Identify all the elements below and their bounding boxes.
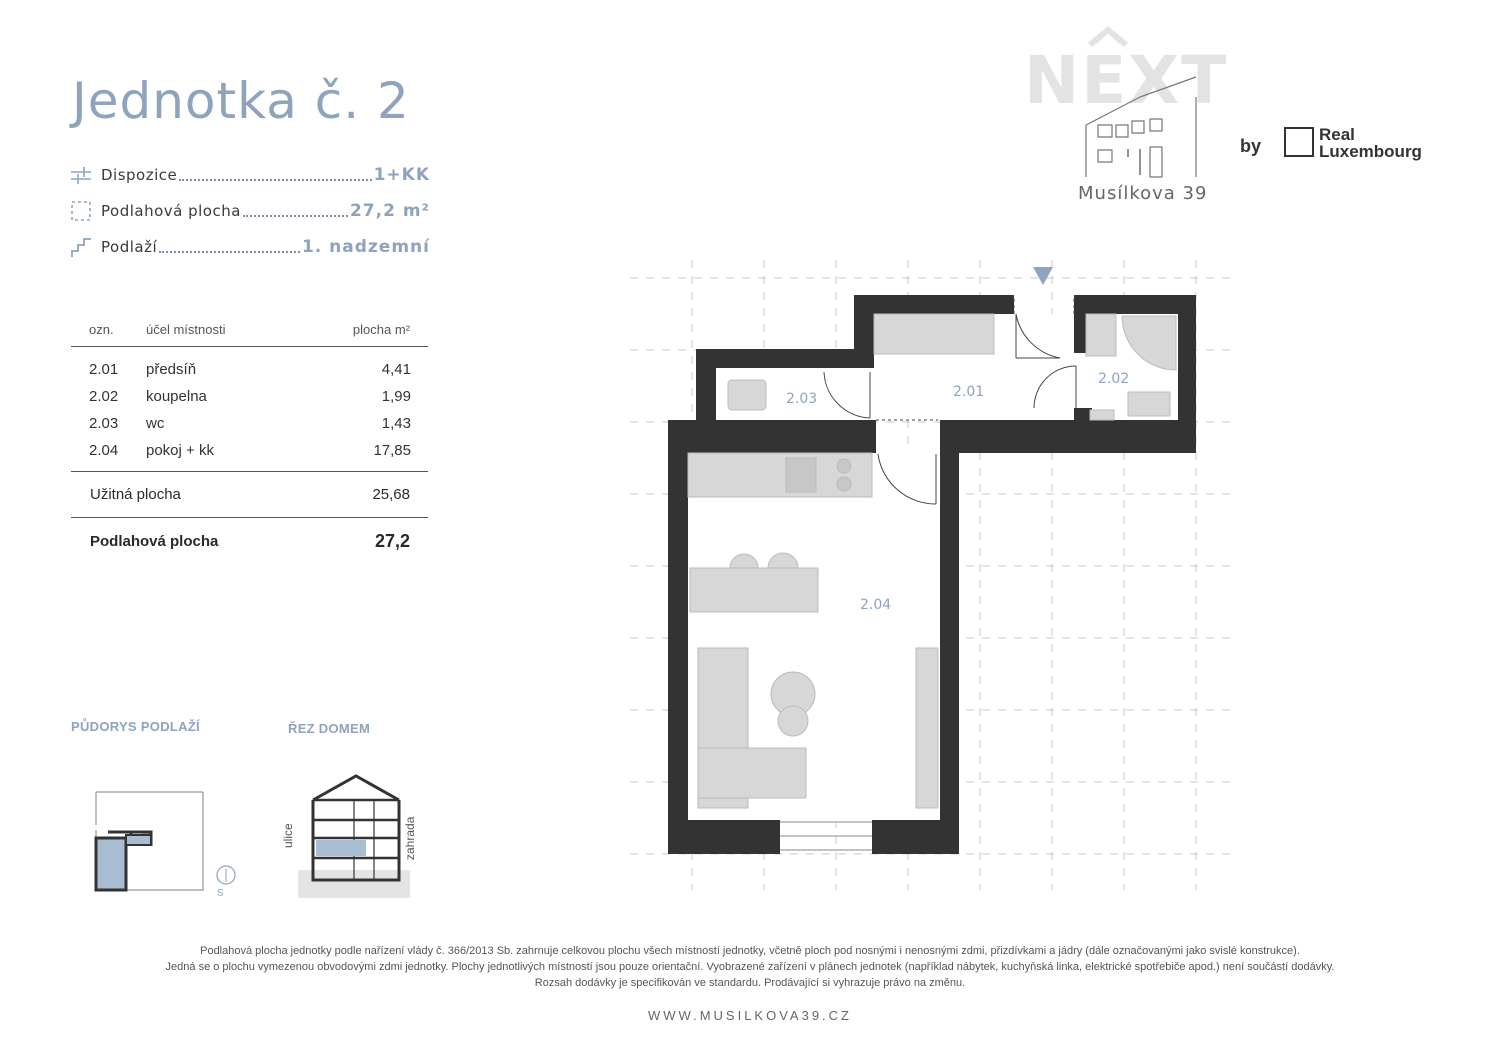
property-value: 1+KK: [373, 165, 430, 185]
layout-icon: [70, 164, 92, 186]
wardrobe: [874, 314, 994, 354]
table-row: 2.02 koupelna 1,99: [89, 388, 411, 405]
footer-disclaimer: Podlahová plocha jednotky podle nařízení vlády č. 366/2013 Sb. zahrnuje celkovou plochu všech místností jednotky, včetně ploch pod nosnými i nenosnými zdmi, přizdívkami a jádry (dále označovanými jako svislé konstrukce). Jedná se o plochu vymezenou obvodovými zdmi jednotky. Plochy jednotlivých místností jsou pouze orientační. Vyobrazené zařízení v plánech jednotek (například nábytek, kuchyňská linka, elektrické spotřebiče apod.) není součástí dodávky. Rozsah dodávky je specifikován ve standardu. Prodávající si vyhrazuje právo na změnu.: [165, 945, 1335, 989]
partner-logo-text: Real Luxembourg: [1319, 125, 1422, 161]
property-label: Podlaží: [101, 238, 158, 256]
floorplan-label: PŮDORYS PODLAŽÍ: [71, 719, 200, 734]
logo-by: by: [1240, 136, 1262, 156]
room-label-2-04: 2.04: [860, 597, 892, 613]
washbasin: [1128, 392, 1170, 416]
toilet-small: [1090, 410, 1114, 420]
property-value: 27,2 m²: [349, 201, 430, 221]
window: [780, 822, 872, 850]
website-link[interactable]: WWW.MUSILKOVA39.CZ: [648, 1008, 852, 1023]
unit-title: Jednotka č. 2: [72, 72, 410, 130]
property-floor-area: [70, 198, 430, 224]
floor-area-icon: [70, 200, 92, 222]
project-logo: [1020, 25, 1250, 210]
usable-area-row: Užitná plocha 25,68: [90, 486, 410, 503]
property-label: Dispozice: [101, 166, 178, 184]
property-label: Podlahová plocha: [101, 202, 241, 220]
table-row: 2.01 předsíň 4,41: [89, 361, 411, 378]
room-label-2-01: 2.01: [953, 384, 985, 400]
table-divider: [71, 517, 428, 518]
compass-label: S: [217, 888, 224, 899]
garden-label: zahrada: [403, 816, 417, 860]
table-header-code: ozn.: [89, 322, 114, 337]
stairs-icon: [70, 236, 92, 258]
table-row: 2.03 wc 1,43: [89, 415, 411, 432]
section-label: ŘEZ DOMEM: [288, 721, 371, 736]
entrance-arrow-icon: [1033, 267, 1053, 285]
table-divider: [71, 346, 428, 347]
toilet: [728, 380, 766, 410]
table-header-purpose: účel místnosti: [146, 322, 226, 337]
property-storey: [70, 234, 430, 260]
street-label: ulice: [281, 823, 295, 848]
dining-table: [690, 568, 818, 612]
logo-brand: NEXT: [1024, 42, 1229, 119]
room-label-2-02: 2.02: [1098, 371, 1130, 387]
property-layout: [70, 162, 430, 188]
tv-unit: [916, 648, 938, 808]
washing-machine: [1086, 314, 1116, 356]
table-divider: [71, 471, 428, 472]
table-header-area: plocha m²: [352, 322, 410, 337]
floor-area-row: Podlahová plocha 27,2: [90, 531, 410, 551]
room-label-2-03: 2.03: [786, 391, 818, 407]
property-value: 1. nadzemní: [301, 237, 430, 257]
mini-floorplan: [85, 780, 245, 900]
project-name: Musílkova 39: [1078, 183, 1208, 204]
partner-logo-square: [1284, 127, 1314, 157]
table-row: 2.04 pokoj + kk 17,85: [89, 442, 411, 459]
floor-plan: [620, 255, 1245, 895]
